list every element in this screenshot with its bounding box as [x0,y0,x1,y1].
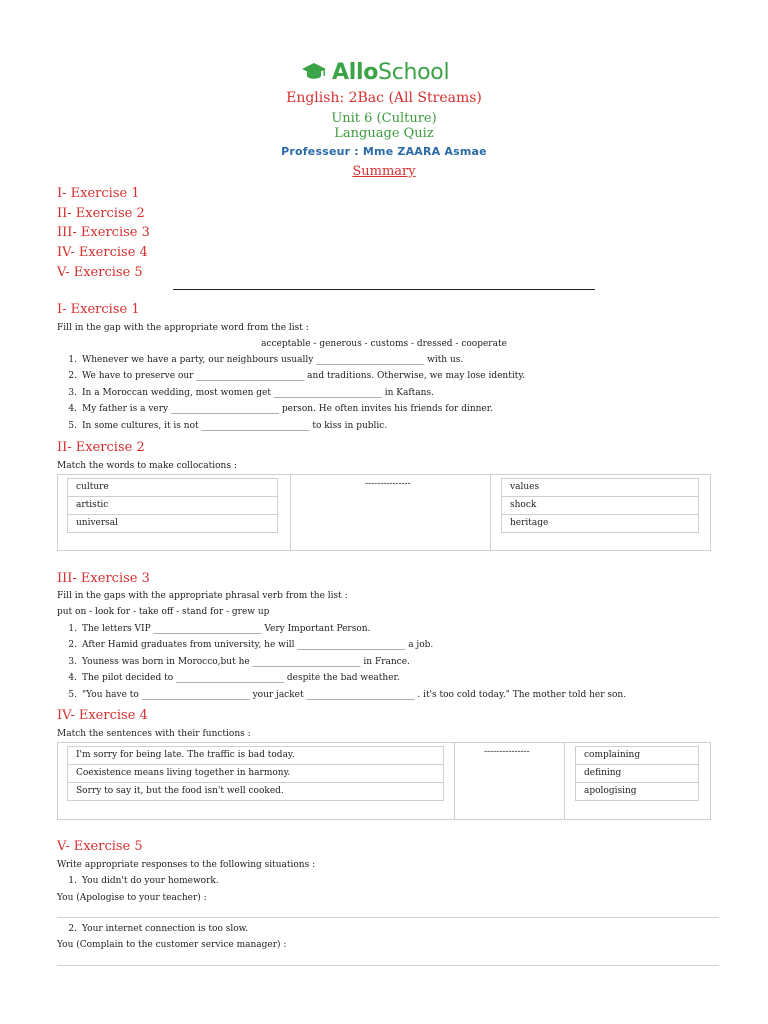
table-cell: Coexistence means living together in harmony. [67,765,444,783]
toc-link-exercise-2[interactable]: II- Exercise 2 [57,205,145,221]
exercise-5-item-1: 1. You didn't do your homework. [68,876,219,886]
right-column [575,746,699,801]
list-item: 3. Youness was born in Morocco,but he ________________________ in France. [68,656,410,667]
exercise-5-prompt-1: You (Apologise to your teacher) : [57,893,207,903]
column-divider [290,475,291,550]
list-item: 1. The letters VIP ________________________ Very Important Person. [68,624,371,634]
list-item: 2. After Hamid graduates from university, he will ________________________ a job. [68,640,434,651]
exercise-4-matching-table [57,742,711,820]
list-item: 4. The pilot decided to ________________________ despite the bad weather. [68,673,400,684]
alloschool-logo[interactable] [302,58,449,86]
logo-wordmark [332,60,449,85]
exercise-4-title: IV- Exercise 4 [57,708,148,723]
professor-label: Professeur : Mme ZAARA Asmae [281,145,487,158]
right-column [501,478,699,533]
exercise-3-list [57,621,626,703]
summary-heading: Summary [352,164,416,179]
exercise-5-prompt-2: You (Complain to the customer service manager) : [57,940,287,950]
table-cell: Sorry to say it, but the food isn't well cooked. [67,783,444,801]
table-cell: artistic [67,497,278,515]
exercise-1-list [57,352,525,434]
table-cell: apologising [575,783,699,801]
quiz-label: Language Quiz [334,126,434,141]
match-placeholder: --------------- [365,479,411,489]
answer-line-2[interactable] [57,965,719,966]
exercise-3-instruction: Fill in the gaps with the appropriate phrasal verb from the list : [57,591,348,601]
table-cell: culture [67,479,278,497]
toc-link-exercise-4[interactable]: IV- Exercise 4 [57,245,148,261]
toc-link-exercise-1[interactable]: I- Exercise 1 [57,186,140,201]
exercise-2-title: II- Exercise 2 [57,440,145,455]
list-item: 3. In a Moroccan wedding, most women get ________________________ in Kaftans. [68,387,434,398]
logo-bold-text: Allo [332,59,379,85]
logo-rest-text: School [378,59,450,85]
section-divider [173,289,595,290]
exercise-1-title: I- Exercise 1 [57,302,140,317]
graduation-cap-icon [302,62,326,82]
column-divider [454,743,455,819]
exercise-2-matching-table [57,474,711,551]
toc-link-exercise-3[interactable]: III- Exercise 3 [57,225,150,241]
exercise-2-instruction: Match the words to make collocations : [57,461,237,471]
match-placeholder: --------------- [484,747,530,757]
exercise-1-instruction: Fill in the gap with the appropriate word from the list : [57,323,309,333]
list-item: 5. "You have to ________________________ your jacket ________________________ . it's too cold today." The mother told her son. [68,689,627,700]
document-title: English: 2Bac (All Streams) [286,90,482,106]
exercise-3-wordlist: put on - look for - take off - stand for - grew up [57,607,270,617]
table-cell: universal [67,515,278,533]
list-item: 2. We have to preserve our ________________________ and traditions. Otherwise, we may lose identity. [68,371,526,382]
list-item: 4. My father is a very ________________________ person. He often invites his friends for dinner. [68,404,493,415]
exercise-3-title: III- Exercise 3 [57,571,150,586]
table-cell: values [501,479,699,497]
left-column [67,478,278,533]
table-cell: shock [501,497,699,515]
table-of-contents [57,184,150,282]
exercise-5-title: V- Exercise 5 [57,839,143,854]
table-cell: complaining [575,747,699,765]
exercise-5-item-2: 2. Your internet connection is too slow. [68,924,249,934]
list-item: 5. In some cultures, it is not ________________________ to kiss in public. [68,420,388,431]
answer-line-1[interactable] [57,917,719,918]
exercise-4-instruction: Match the sentences with their functions : [57,729,251,739]
exercise-1-wordlist: acceptable - generous - customs - dressed - cooperate [261,339,507,349]
left-column [67,746,444,801]
unit-label: Unit 6 (Culture) [331,111,437,126]
column-divider [490,475,491,550]
table-cell: heritage [501,515,699,533]
exercise-5-instruction: Write appropriate responses to the following situations : [57,860,316,870]
list-item: 1. Whenever we have a party, our neighbours usually ________________________ with us. [68,355,464,365]
column-divider [564,743,565,819]
toc-link-exercise-5[interactable]: V- Exercise 5 [57,264,143,280]
table-cell: defining [575,765,699,783]
table-cell: I'm sorry for being late. The traffic is bad today. [67,747,444,765]
